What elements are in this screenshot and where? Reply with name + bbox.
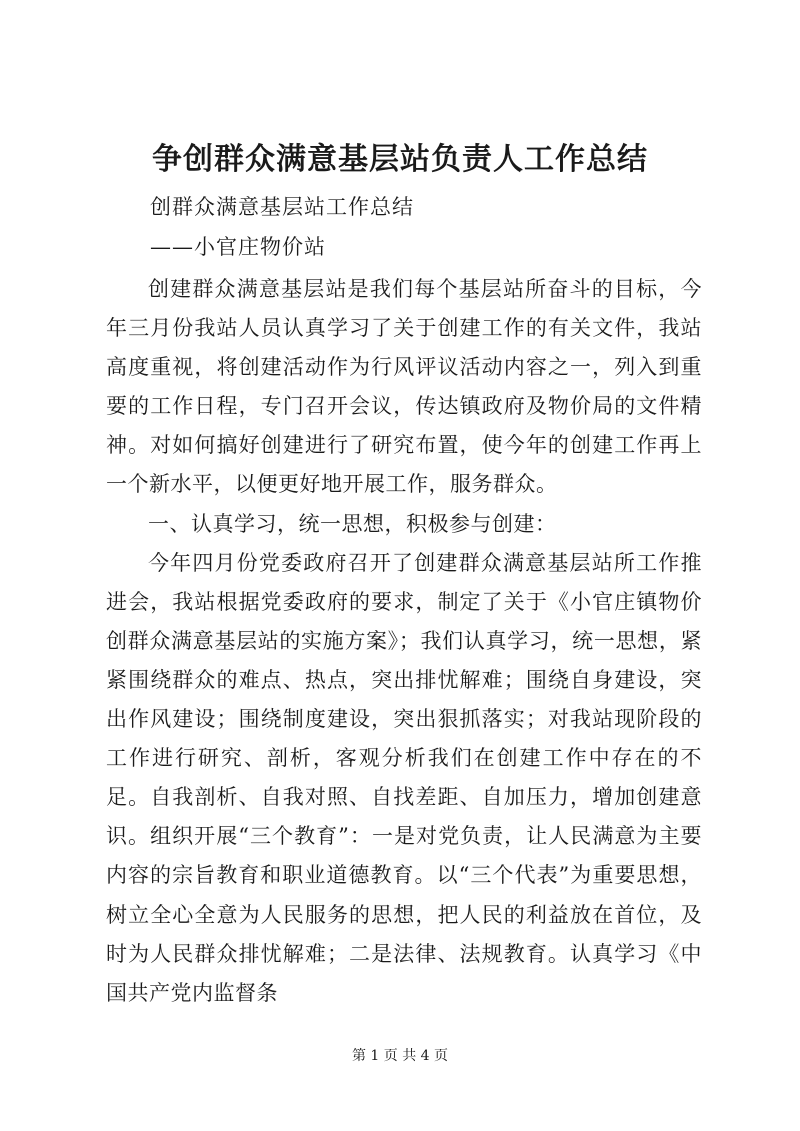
section-heading: 一、认真学习，统一思想，积极参与创建： [148,511,557,536]
document-body [106,270,702,1013]
paragraph-intro: 创建群众满意基层站是我们每个基层站所奋斗的目标，今年三月份我站人员认真学习了关于创建工作的有关文件，我站高度重视，将创建活动作为行风评议活动内容之一，列入到重要的工作日程，专门召开会议，传达镇政府及物价局的文件精神。对如何搞好创建进行了研究布置，使今年的创建工作再上一个新水平，以便更好地开展工作，服务群众。 [106,277,702,497]
document-subtitle: 创群众满意基层站工作总结 [150,195,414,219]
document-title: 争创群众满意基层站负责人工作总结 [152,142,648,177]
paragraph-section-1: 今年四月份党委政府召开了创建群众满意基层站所工作推进会，我站根据党委政府的要求，制定了关于《小官庄镇物价创群众满意基层站的实施方案》；我们认真学习，统一思想，紧紧围绕群众的难点、热点，突出排忧解难；围绕自身建设，突出作风建设；围绕制度建设，突出狠抓落实；对我站现阶段的工作进行研究、剖析，客观分析我们在创建工作中存在的不足。自我剖析、自我对照、自找差距、自加压力，增加创建意识。组织开展“三个教育”：一是对党负责，让人民满意为主要内容的宗旨教育和职业道德教育。以“三个代表”为重要思想，树立全心全意为人民服务的思想，把人民的利益放在首位，及时为人民群众排忧解难；二是法律、法规教育。认真学习《中国共产党内监督条 [106,550,702,1005]
document-byline: ——小官庄物价站 [150,235,326,259]
page-number-footer: 第 1 页 共 4 页 [351,1048,449,1064]
